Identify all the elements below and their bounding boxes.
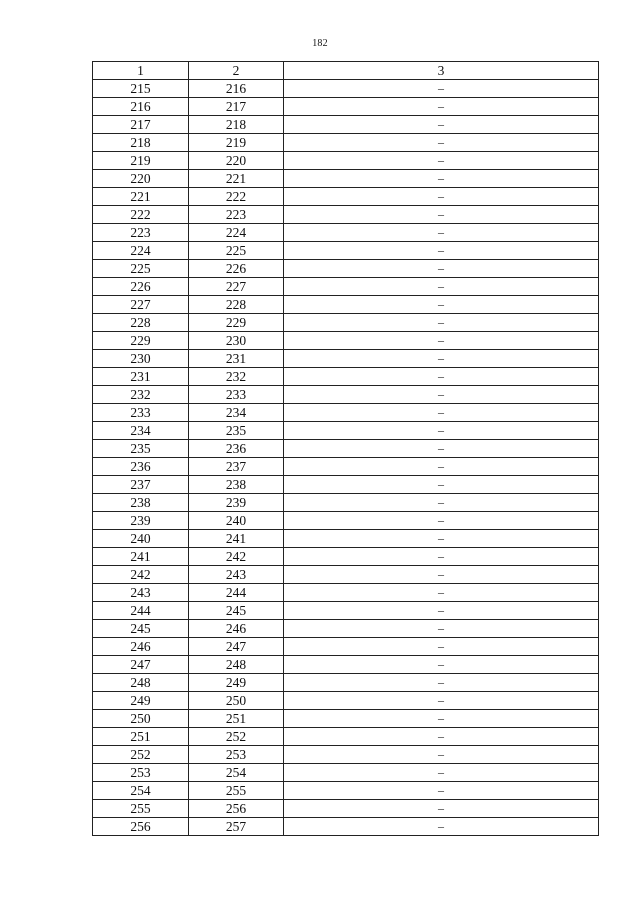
table-cell-col-1: 251 [93, 728, 189, 746]
table-row [93, 512, 599, 530]
table-cell-col-3: – [284, 728, 599, 746]
table-cell-col-2: 217 [189, 98, 284, 116]
table-cell-col-3: – [284, 368, 599, 386]
table-cell-col-3: – [284, 206, 599, 224]
table-cell-col-3: – [284, 602, 599, 620]
table-cell-col-2: 242 [189, 548, 284, 566]
table-cell-col-1: 228 [93, 314, 189, 332]
table-cell-col-3: – [284, 746, 599, 764]
table-cell-col-3: – [284, 494, 599, 512]
table-row [93, 638, 599, 656]
table-cell-col-1: 229 [93, 332, 189, 350]
table-row [93, 476, 599, 494]
table-cell-col-2: 218 [189, 116, 284, 134]
table-row [93, 602, 599, 620]
table-cell-col-2: 216 [189, 80, 284, 98]
table-cell-col-3: – [284, 260, 599, 278]
table-cell-col-2: 222 [189, 188, 284, 206]
table-row [93, 314, 599, 332]
table-row [93, 674, 599, 692]
column-header-2: 2 [189, 62, 284, 80]
table-row [93, 584, 599, 602]
table-cell-col-1: 252 [93, 746, 189, 764]
table-cell-col-3: – [284, 152, 599, 170]
table-cell-col-2: 221 [189, 170, 284, 188]
table-row [93, 350, 599, 368]
table-cell-col-1: 255 [93, 800, 189, 818]
table-row [93, 332, 599, 350]
table-cell-col-1: 253 [93, 764, 189, 782]
table-row [93, 116, 599, 134]
table-cell-col-3: – [284, 296, 599, 314]
table-row [93, 296, 599, 314]
table-row [93, 764, 599, 782]
table-row [93, 440, 599, 458]
table-row [93, 800, 599, 818]
table-cell-col-2: 256 [189, 800, 284, 818]
table-cell-col-2: 249 [189, 674, 284, 692]
table-cell-col-3: – [284, 692, 599, 710]
table-cell-col-1: 249 [93, 692, 189, 710]
table-cell-col-3: – [284, 656, 599, 674]
table-cell-col-1: 215 [93, 80, 189, 98]
table-cell-col-2: 220 [189, 152, 284, 170]
table-cell-col-1: 243 [93, 584, 189, 602]
table-cell-col-3: – [284, 782, 599, 800]
table-row [93, 620, 599, 638]
table-cell-col-2: 251 [189, 710, 284, 728]
table-cell-col-1: 230 [93, 350, 189, 368]
table-cell-col-3: – [284, 566, 599, 584]
table-cell-col-3: – [284, 278, 599, 296]
table-cell-col-3: – [284, 674, 599, 692]
table-cell-col-3: – [284, 458, 599, 476]
table-cell-col-1: 250 [93, 710, 189, 728]
table-cell-col-3: – [284, 638, 599, 656]
column-header-1: 1 [93, 62, 189, 80]
table-row [93, 170, 599, 188]
table-cell-col-1: 216 [93, 98, 189, 116]
table-cell-col-3: – [284, 332, 599, 350]
table-cell-col-2: 230 [189, 332, 284, 350]
table-cell-col-2: 255 [189, 782, 284, 800]
table-cell-col-2: 226 [189, 260, 284, 278]
table-cell-col-1: 246 [93, 638, 189, 656]
table-cell-col-2: 235 [189, 422, 284, 440]
table-row [93, 134, 599, 152]
table-cell-col-3: – [284, 800, 599, 818]
table-row [93, 224, 599, 242]
table-row [93, 98, 599, 116]
table-cell-col-2: 229 [189, 314, 284, 332]
table-cell-col-3: – [284, 476, 599, 494]
table-row [93, 80, 599, 98]
table-cell-col-3: – [284, 818, 599, 836]
table-cell-col-3: – [284, 80, 599, 98]
table-cell-col-2: 223 [189, 206, 284, 224]
table-row [93, 458, 599, 476]
table-cell-col-2: 228 [189, 296, 284, 314]
table-row [93, 530, 599, 548]
table-cell-col-2: 241 [189, 530, 284, 548]
table-cell-col-3: – [284, 314, 599, 332]
table-cell-col-3: – [284, 98, 599, 116]
table-row [93, 746, 599, 764]
table-cell-col-1: 220 [93, 170, 189, 188]
table-cell-col-1: 227 [93, 296, 189, 314]
table-cell-col-2: 224 [189, 224, 284, 242]
table-cell-col-2: 238 [189, 476, 284, 494]
table-cell-col-1: 237 [93, 476, 189, 494]
table-cell-col-1: 235 [93, 440, 189, 458]
table-cell-col-1: 224 [93, 242, 189, 260]
table-cell-col-3: – [284, 350, 599, 368]
table-cell-col-3: – [284, 548, 599, 566]
table-cell-col-3: – [284, 440, 599, 458]
table-row [93, 368, 599, 386]
table-cell-col-3: – [284, 710, 599, 728]
data-table [92, 61, 599, 836]
table-cell-col-1: 238 [93, 494, 189, 512]
table-cell-col-2: 237 [189, 458, 284, 476]
table-row [93, 152, 599, 170]
table-cell-col-1: 222 [93, 206, 189, 224]
table-row [93, 188, 599, 206]
column-header-3: 3 [284, 62, 599, 80]
table-row [93, 494, 599, 512]
table-header-row [93, 62, 599, 80]
table-cell-col-2: 240 [189, 512, 284, 530]
table-row [93, 710, 599, 728]
table-cell-col-2: 245 [189, 602, 284, 620]
table-cell-col-2: 231 [189, 350, 284, 368]
table-cell-col-1: 245 [93, 620, 189, 638]
table-row [93, 260, 599, 278]
table-row [93, 386, 599, 404]
table-row [93, 422, 599, 440]
table-row [93, 278, 599, 296]
table-cell-col-2: 252 [189, 728, 284, 746]
table-cell-col-2: 247 [189, 638, 284, 656]
table-cell-col-2: 233 [189, 386, 284, 404]
table-cell-col-2: 257 [189, 818, 284, 836]
table-cell-col-1: 248 [93, 674, 189, 692]
table-body [93, 80, 599, 836]
table-cell-col-2: 243 [189, 566, 284, 584]
table-cell-col-3: – [284, 620, 599, 638]
table-cell-col-1: 217 [93, 116, 189, 134]
table-row [93, 566, 599, 584]
table-cell-col-2: 250 [189, 692, 284, 710]
table-cell-col-3: – [284, 584, 599, 602]
table-cell-col-1: 236 [93, 458, 189, 476]
table-cell-col-2: 234 [189, 404, 284, 422]
table-cell-col-3: – [284, 512, 599, 530]
table-row [93, 206, 599, 224]
table-cell-col-1: 221 [93, 188, 189, 206]
table-cell-col-1: 244 [93, 602, 189, 620]
table-cell-col-1: 218 [93, 134, 189, 152]
table-row [93, 404, 599, 422]
table-cell-col-3: – [284, 134, 599, 152]
table-cell-col-2: 239 [189, 494, 284, 512]
table-cell-col-3: – [284, 116, 599, 134]
table-cell-col-3: – [284, 224, 599, 242]
table-cell-col-2: 225 [189, 242, 284, 260]
table-cell-col-3: – [284, 386, 599, 404]
page-number: 182 [312, 38, 328, 49]
table-cell-col-1: 226 [93, 278, 189, 296]
table-cell-col-1: 256 [93, 818, 189, 836]
table-row [93, 728, 599, 746]
table-cell-col-1: 233 [93, 404, 189, 422]
table-cell-col-3: – [284, 188, 599, 206]
table-cell-col-2: 253 [189, 746, 284, 764]
table-row [93, 242, 599, 260]
table-row [93, 692, 599, 710]
table-cell-col-1: 231 [93, 368, 189, 386]
table-cell-col-1: 240 [93, 530, 189, 548]
table-cell-col-3: – [284, 530, 599, 548]
table-cell-col-1: 225 [93, 260, 189, 278]
table-cell-col-1: 223 [93, 224, 189, 242]
table-row [93, 656, 599, 674]
table-cell-col-2: 244 [189, 584, 284, 602]
table-cell-col-3: – [284, 242, 599, 260]
table-cell-col-3: – [284, 170, 599, 188]
table-cell-col-2: 254 [189, 764, 284, 782]
table-cell-col-1: 219 [93, 152, 189, 170]
table-cell-col-1: 234 [93, 422, 189, 440]
table-cell-col-1: 239 [93, 512, 189, 530]
table-cell-col-3: – [284, 764, 599, 782]
table-row [93, 782, 599, 800]
table-row [93, 548, 599, 566]
table-cell-col-2: 246 [189, 620, 284, 638]
table-cell-col-3: – [284, 422, 599, 440]
table-cell-col-1: 242 [93, 566, 189, 584]
table-cell-col-1: 241 [93, 548, 189, 566]
table-cell-col-1: 247 [93, 656, 189, 674]
table-cell-col-2: 219 [189, 134, 284, 152]
table-cell-col-1: 232 [93, 386, 189, 404]
table-cell-col-2: 236 [189, 440, 284, 458]
table-cell-col-2: 248 [189, 656, 284, 674]
table-cell-col-2: 232 [189, 368, 284, 386]
table-row [93, 818, 599, 836]
table-cell-col-2: 227 [189, 278, 284, 296]
table-cell-col-3: – [284, 404, 599, 422]
table-cell-col-1: 254 [93, 782, 189, 800]
